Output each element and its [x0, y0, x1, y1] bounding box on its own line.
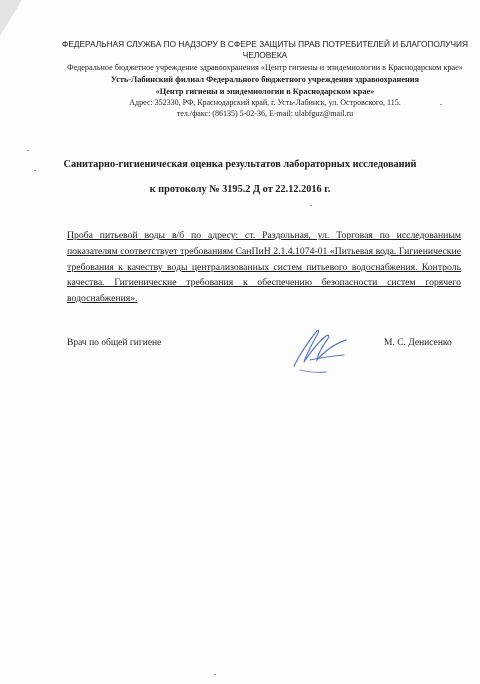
scan-speck: [27, 150, 29, 151]
contacts: тел./факс: (86135) 5-02-36, E-mail: ulabfguz@mail.ru: [176, 109, 354, 118]
branch-name-line2: «Центр гигиены и эпидемиологии в Краснодарском крае»: [155, 87, 375, 96]
folded-corner: [0, 0, 22, 36]
handwritten-signature: [280, 320, 360, 380]
address: Адрес: 352330, РФ, Краснодарский край, г. Усть-Лабинск, ул. Островского, 115.: [129, 98, 401, 107]
document-title: Санитарно-гигиеническая оценка результатов лабораторных исследований: [63, 159, 417, 170]
signer-role: Врач по общей гигиене: [67, 338, 162, 348]
protocol-reference: к протоколу № 3195.2 Д от 22.12.2016 г.: [149, 184, 331, 195]
branch-name-line1: Усть-Лабинский филиал Федерального бюджетного учреждения здравоохранения: [110, 75, 420, 84]
scan-speck: [440, 104, 442, 105]
agency-name: ФЕДЕРАЛЬНАЯ СЛУЖБА ПО НАДЗОРУ В СФЕРЕ ЗАЩИТЫ ПРАВ ПОТРЕБИТЕЛЕЙ И БЛАГОПОЛУЧИЯ ЧЕЛОВЕКА: [62, 39, 468, 60]
scan-speck: [310, 205, 312, 206]
scan-speck: [214, 674, 216, 675]
institution-name: Федеральное бюджетное учреждение здравоохранения «Центр гигиены и эпидемиологии в Краснодарском крае»: [67, 63, 463, 72]
letterhead: [60, 39, 470, 119]
assessment-text: Проба питьевой воды в/б по адресу: ст. Раздольная, ул. Торговая по исследованным показателям соответствует требованиям СанПиН 2.1.4.1074-01 «Питьевая вода. Гигиенические требования к качеству воды централизованных систем питьевого водоснабжения. Контроль качества. Гигиенические требования к обеспечению безопасности систем горячего водоснабжения».: [67, 230, 461, 305]
scan-speck: [34, 170, 36, 171]
signer-name: М. С. Денисенко: [384, 338, 452, 348]
